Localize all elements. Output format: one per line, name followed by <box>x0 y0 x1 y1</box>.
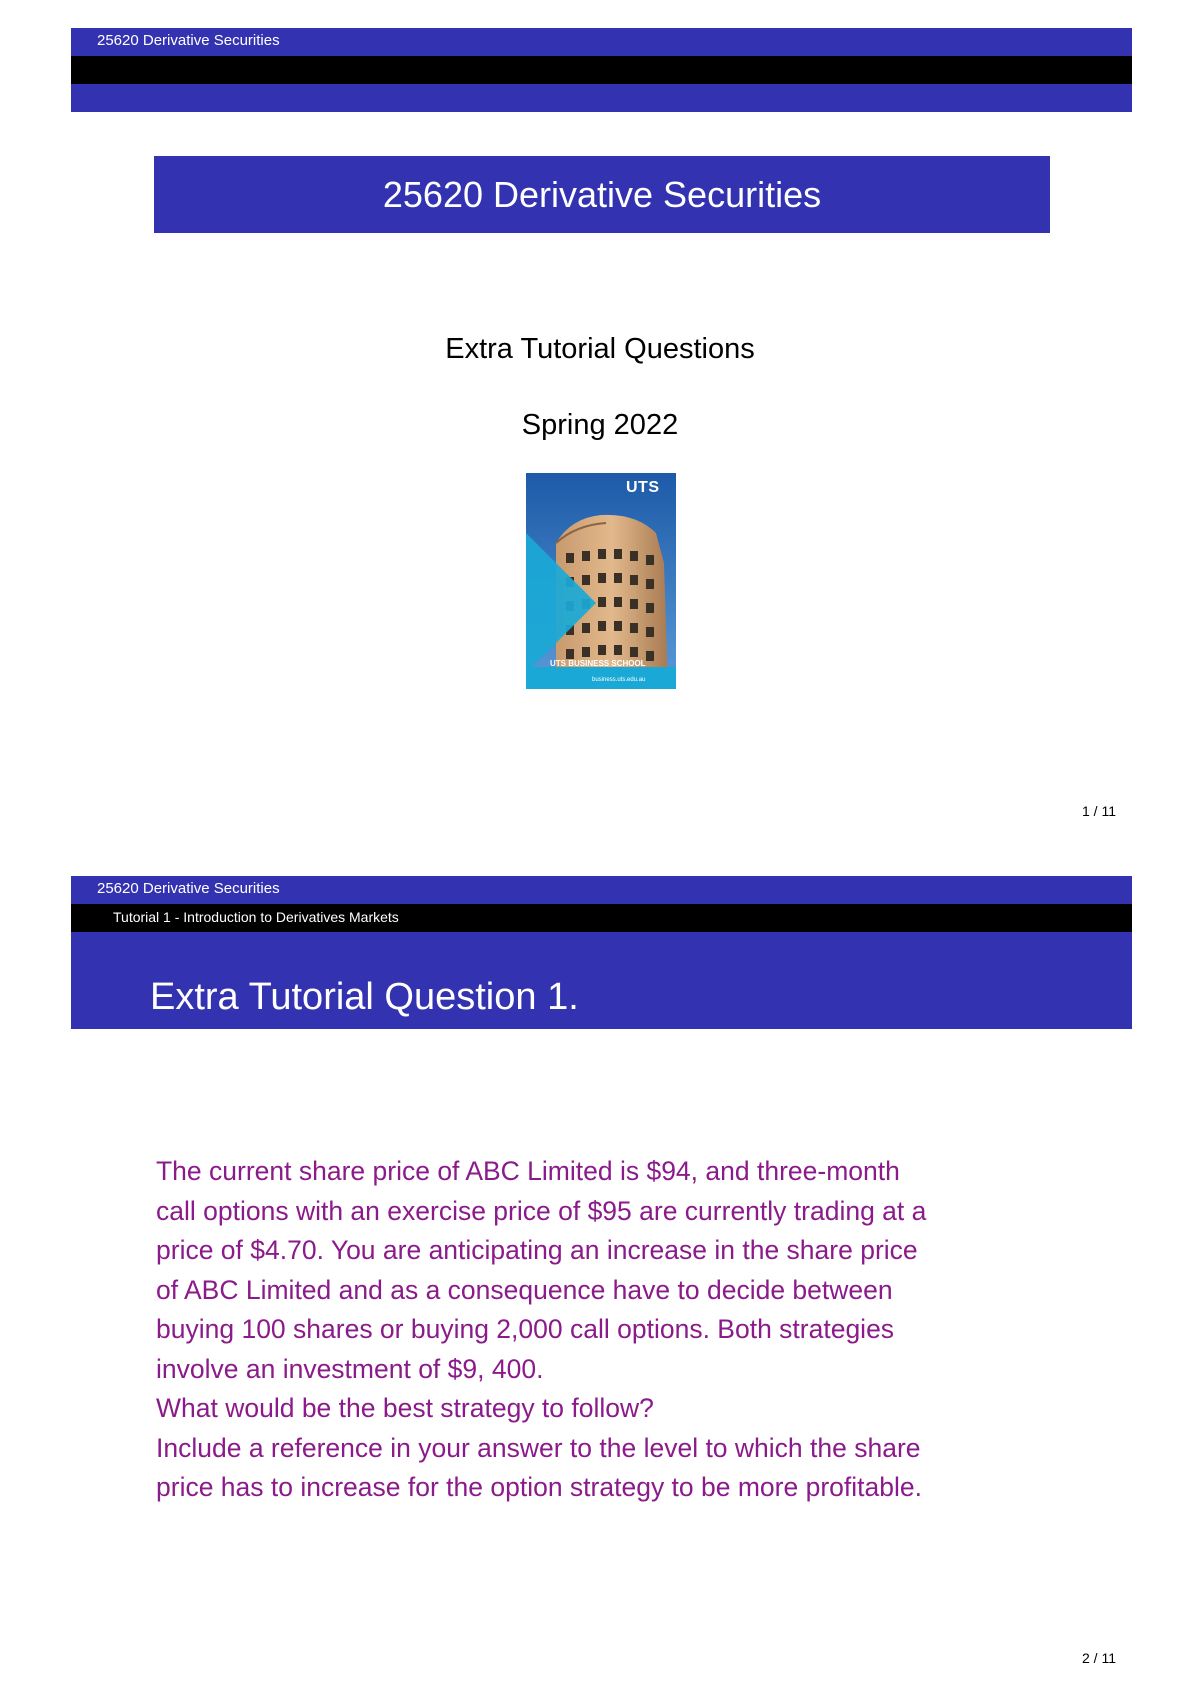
title-box: 25620 Derivative Securities <box>154 156 1050 233</box>
frame-title: Extra Tutorial Question 1. <box>150 976 579 1018</box>
subtitle: Extra Tutorial Questions <box>445 333 755 365</box>
page-number-1: 1 / 11 <box>1082 803 1116 819</box>
term-label: Spring 2022 <box>521 409 679 441</box>
body-line: The current share price of ABC Limited is $94, and three-month <box>156 1156 900 1186</box>
body-line: of ABC Limited and as a consequence have to decide between <box>156 1274 893 1305</box>
uts-url-text: business.uts.edu.au <box>592 677 646 683</box>
body-line: Include a reference in your answer to the level to which the share <box>156 1432 921 1463</box>
question-body <box>156 1152 1056 1508</box>
uts-brand-text: UTS <box>626 479 660 496</box>
body-line: price has to increase for the option strategy to be more profitable. <box>156 1472 922 1502</box>
uts-school-text: UTS BUSINESS SCHOOL <box>550 659 646 668</box>
header-title: 25620 Derivative Securities <box>97 32 280 49</box>
page-number-2: 2 / 11 <box>1082 1650 1116 1666</box>
body-line: price of $4.70. You are anticipating an increase in the share price <box>156 1235 918 1265</box>
body-line: call options with an exercise price of $95 are currently trading at a <box>156 1195 927 1226</box>
header-subtitle: Tutorial 1 - Introduction to Derivatives Markets <box>113 909 399 925</box>
body-line: buying 100 shares or buying 2,000 call options. Both strategies <box>156 1314 895 1344</box>
body-line: What would be the best strategy to follow? <box>156 1393 654 1423</box>
body-line: involve an investment of $9, 400. <box>156 1353 544 1384</box>
header-title: 25620 Derivative Securities <box>97 880 280 897</box>
